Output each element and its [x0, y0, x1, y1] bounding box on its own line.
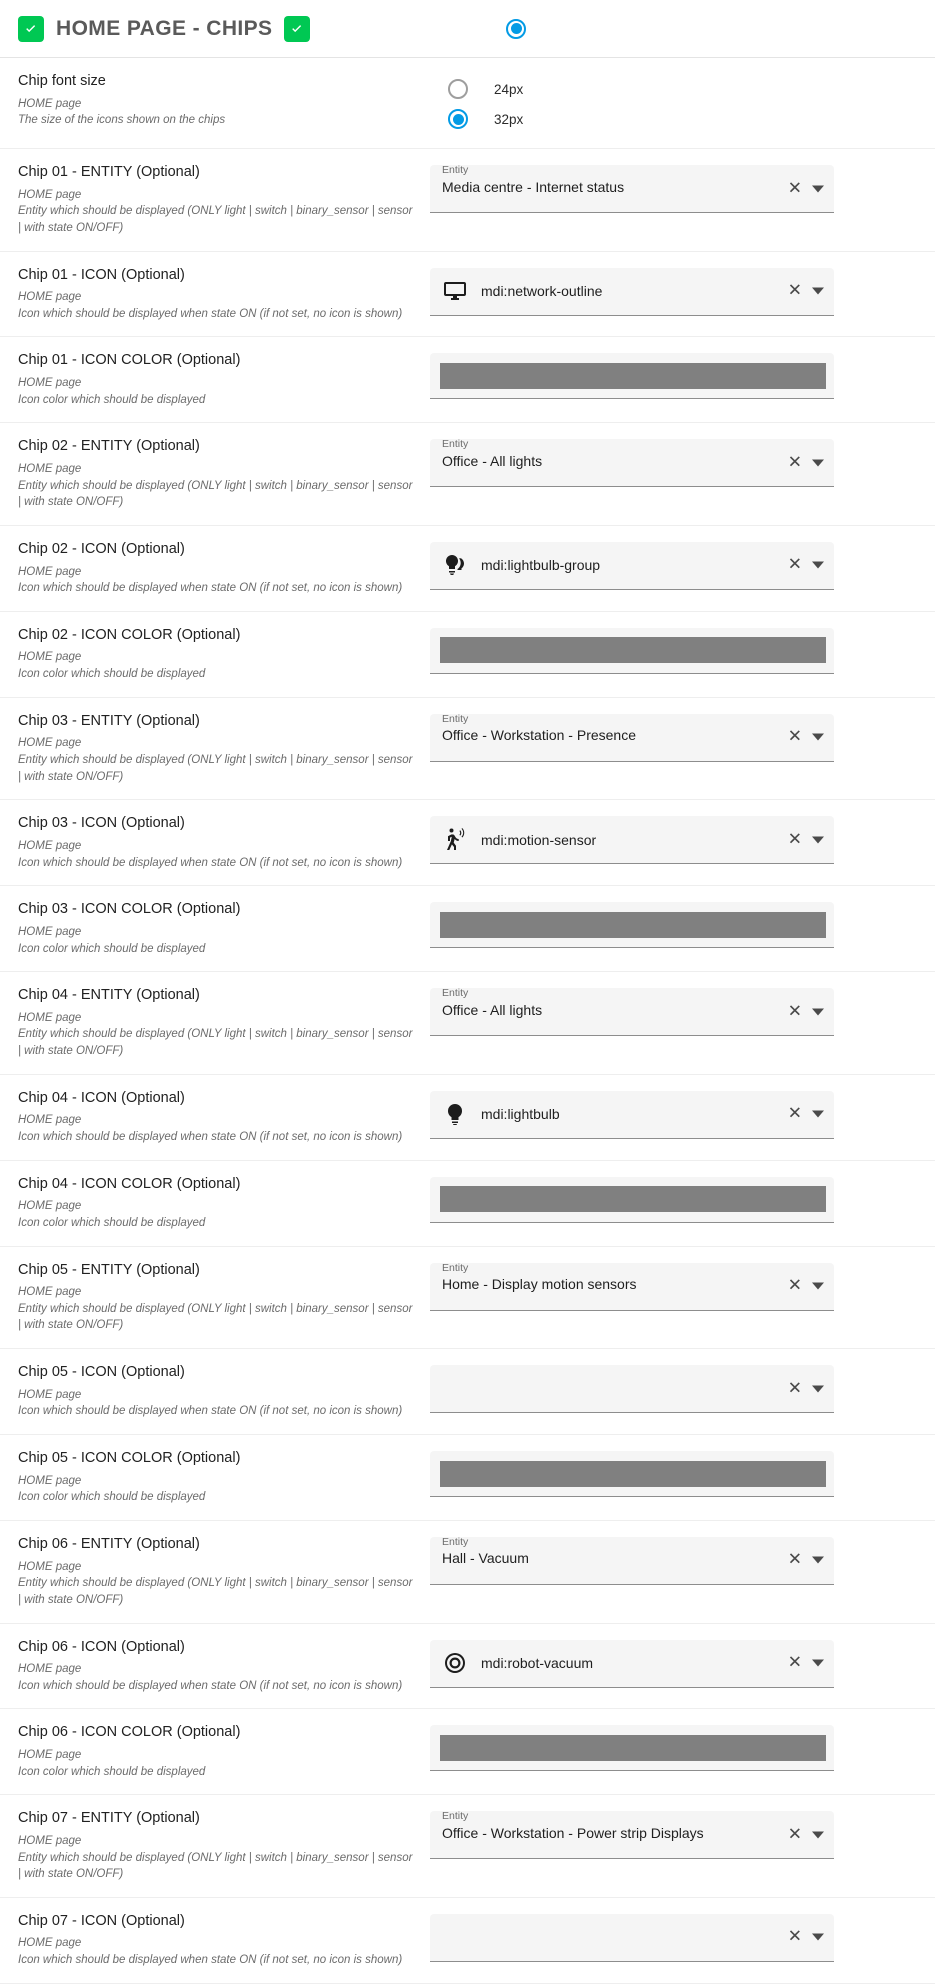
- row-label-block: [18, 540, 430, 597]
- chevron-down-icon[interactable]: [812, 1008, 824, 1015]
- entity-field-value: Office - Workstation - Presence: [442, 727, 636, 744]
- row-control-block: [430, 266, 917, 316]
- field-actions: [787, 1926, 824, 1947]
- row-label-block: [18, 1261, 430, 1335]
- setting-description: Icon which should be displayed when state ON (if not set, no icon is shown): [18, 1130, 403, 1143]
- setting-title: Chip 02 - ENTITY (Optional): [18, 438, 200, 455]
- row-label-block: [18, 266, 430, 323]
- color-picker-field[interactable]: [430, 353, 834, 399]
- setting-title: Chip 03 - ENTITY (Optional): [18, 712, 200, 729]
- row-control-block: [430, 1175, 917, 1223]
- setting-page: HOME page: [18, 1286, 82, 1299]
- settings-row: [0, 1435, 935, 1521]
- setting-description: The size of the icons shown on the chips: [18, 114, 226, 127]
- settings-row: [0, 423, 935, 526]
- setting-title: Chip 01 - ICON (Optional): [18, 266, 185, 283]
- icon-field-value: mdi:robot-vacuum: [481, 1655, 594, 1672]
- setting-description: Icon which should be displayed when state ON (if not set, no icon is shown): [18, 856, 403, 869]
- chevron-down-icon[interactable]: [812, 288, 824, 295]
- setting-title: Chip 04 - ICON (Optional): [18, 1089, 185, 1106]
- setting-page: HOME page: [18, 1474, 82, 1487]
- setting-page: HOME page: [18, 377, 82, 390]
- row-control-block: [430, 1809, 917, 1859]
- chevron-down-icon[interactable]: [812, 562, 824, 569]
- setting-description: Icon color which should be displayed: [18, 1216, 206, 1229]
- row-label-block: [18, 1809, 430, 1883]
- entity-field-label: Entity: [442, 1261, 469, 1274]
- setting-page: HOME page: [18, 1937, 82, 1950]
- setting-description: Entity which should be displayed (ONLY light | switch | binary_sensor | sensor | with state ON/OFF): [18, 1851, 413, 1881]
- settings-row: [0, 252, 935, 338]
- page-header: [0, 0, 935, 58]
- row-control-block: [430, 163, 917, 213]
- setting-title: Chip 06 - ENTITY (Optional): [18, 1535, 200, 1552]
- color-swatch[interactable]: [440, 1186, 826, 1212]
- setting-title: Chip 05 - ICON (Optional): [18, 1364, 185, 1381]
- settings-row: [0, 337, 935, 423]
- header-checkbox-right[interactable]: [284, 16, 310, 42]
- row-label-block: [18, 1449, 430, 1506]
- color-picker-field[interactable]: [430, 1725, 834, 1771]
- setting-page: HOME page: [18, 1560, 82, 1573]
- entity-select-field[interactable]: [430, 1811, 834, 1859]
- setting-description: Entity which should be displayed (ONLY light | switch | binary_sensor | sensor | with state ON/OFF): [18, 205, 413, 234]
- setting-page: HOME page: [18, 1749, 82, 1761]
- field-actions: [787, 726, 824, 747]
- radio-32px[interactable]: [448, 109, 468, 129]
- entity-select-field[interactable]: [430, 1537, 834, 1585]
- row-label-block: [18, 72, 430, 129]
- radio-32px-label: 32px: [494, 111, 524, 127]
- entity-select-field[interactable]: [430, 988, 834, 1036]
- settings-row: [0, 1795, 935, 1898]
- setting-description: Icon which should be displayed when state ON (if not set, no icon is shown): [18, 1954, 403, 1967]
- setting-description: Entity which should be displayed (ONLY light | switch | binary_sensor | sensor | with state ON/OFF): [18, 754, 413, 783]
- row-label-block: [18, 814, 430, 871]
- setting-title: Chip 03 - ICON COLOR (Optional): [18, 901, 241, 918]
- row-label-block: [18, 1638, 430, 1695]
- entity-field-value: Hall - Vacuum: [442, 1550, 529, 1567]
- close-icon[interactable]: ✕: [787, 280, 802, 301]
- entity-field-label: Entity: [442, 164, 469, 176]
- field-actions: [788, 180, 824, 197]
- entity-select-field[interactable]: [430, 714, 834, 762]
- close-icon[interactable]: ✕: [787, 554, 802, 575]
- row-label-block: [18, 900, 430, 957]
- close-icon[interactable]: ✕: [787, 829, 802, 850]
- robot-vacuum-icon: [442, 1651, 468, 1675]
- close-icon[interactable]: ✕: [787, 452, 802, 473]
- row-control-block: [430, 1912, 917, 1962]
- radio-24px-label: 24px: [494, 81, 524, 97]
- chevron-down-icon[interactable]: [812, 1283, 824, 1290]
- settings-row: [0, 1247, 935, 1350]
- row-control-block: [430, 1089, 917, 1139]
- chevron-down-icon[interactable]: [812, 459, 824, 466]
- setting-title: Chip 01 - ENTITY (Optional): [18, 164, 200, 180]
- icon-select-field[interactable]: [430, 1091, 834, 1139]
- icon-select-field[interactable]: [430, 1365, 834, 1413]
- chevron-down-icon[interactable]: [812, 836, 824, 843]
- field-actions: [787, 280, 824, 301]
- settings-row: [0, 149, 935, 252]
- row-control-block: [430, 712, 917, 762]
- field-actions: [788, 1380, 824, 1397]
- setting-description: Icon color which should be displayed: [18, 1765, 206, 1778]
- settings-row: [0, 698, 935, 801]
- setting-page: HOME page: [18, 737, 82, 750]
- row-control-block: [430, 1638, 917, 1688]
- setting-title: Chip 02 - ICON COLOR (Optional): [18, 626, 241, 643]
- row-label-block: [18, 1912, 430, 1969]
- chevron-down-icon[interactable]: [812, 1111, 824, 1118]
- setting-title: Chip font size: [18, 73, 106, 89]
- settings-row: [0, 1709, 935, 1795]
- entity-field-label: Entity: [442, 438, 469, 451]
- field-actions: [788, 1003, 824, 1020]
- page-title: HOME PAGE - CHIPS: [56, 16, 273, 40]
- row-control-block: [430, 351, 917, 399]
- settings-row: [0, 612, 935, 698]
- setting-page: HOME page: [18, 1388, 82, 1401]
- row-control-block: [430, 1449, 917, 1497]
- setting-page: HOME page: [18, 1834, 82, 1847]
- row-control-block: [430, 1261, 917, 1311]
- entity-field-value: Office - All lights: [442, 452, 543, 469]
- settings-row: [0, 1624, 935, 1710]
- color-swatch[interactable]: [440, 363, 826, 389]
- setting-title: Chip 05 - ENTITY (Optional): [18, 1261, 200, 1278]
- header-radio-wrapper: [506, 19, 526, 39]
- field-actions: [788, 831, 824, 848]
- close-icon[interactable]: ✕: [787, 1549, 802, 1570]
- setting-description: Icon color which should be displayed: [18, 1491, 206, 1504]
- icon-select-field[interactable]: [430, 816, 834, 864]
- setting-page: HOME page: [18, 1011, 82, 1024]
- field-actions: [788, 1826, 824, 1843]
- close-icon[interactable]: ✕: [787, 1001, 802, 1022]
- setting-title: Chip 03 - ICON (Optional): [18, 815, 185, 832]
- row-control-block: [430, 900, 917, 948]
- settings-row: [0, 1349, 935, 1435]
- setting-title: Chip 07 - ICON (Optional): [18, 1912, 185, 1929]
- color-swatch[interactable]: [440, 1461, 826, 1487]
- color-picker-field[interactable]: [430, 1451, 834, 1497]
- row-control-block: [430, 540, 917, 590]
- chevron-down-icon[interactable]: [812, 1660, 824, 1667]
- entity-field-label: Entity: [442, 987, 469, 1000]
- setting-title: Chip 02 - ICON (Optional): [18, 540, 185, 557]
- field-actions: [787, 1103, 824, 1124]
- row-control-block: [430, 1535, 917, 1585]
- color-swatch[interactable]: [440, 1735, 826, 1761]
- setting-description: Icon color which should be displayed: [18, 942, 206, 955]
- setting-title: Chip 04 - ICON COLOR (Optional): [18, 1175, 241, 1192]
- row-label-block: [18, 986, 430, 1060]
- settings-row: [0, 1075, 935, 1161]
- setting-description: Entity which should be displayed (ONLY light | switch | binary_sensor | sensor | with state ON/OFF): [18, 1302, 413, 1332]
- row-label-block: [18, 351, 430, 408]
- field-actions: [787, 1652, 824, 1673]
- chevron-down-icon[interactable]: [812, 185, 824, 192]
- font-size-radio-group: [430, 72, 917, 134]
- close-icon[interactable]: ✕: [787, 1378, 802, 1399]
- lightbulb-group-icon: [442, 553, 468, 577]
- icon-field-value: mdi:lightbulb-group: [481, 557, 601, 574]
- setting-page: HOME page: [18, 651, 82, 664]
- setting-title: Chip 06 - ICON (Optional): [18, 1638, 185, 1655]
- lightbulb-icon: [442, 1102, 468, 1126]
- icon-select-field[interactable]: [430, 1914, 834, 1962]
- chevron-down-icon[interactable]: [812, 734, 824, 741]
- setting-page: HOME page: [18, 1200, 82, 1213]
- entity-field-label: Entity: [442, 712, 469, 725]
- row-chip-font-size: [0, 58, 935, 149]
- entity-field-value: Media centre - Internet status: [442, 178, 625, 195]
- setting-page: HOME page: [18, 291, 82, 304]
- close-icon[interactable]: ✕: [787, 1275, 802, 1296]
- setting-description: Icon which should be displayed when state ON (if not set, no icon is shown): [18, 1679, 403, 1692]
- setting-description: Icon which should be displayed when state ON (if not set, no icon is shown): [18, 1405, 403, 1418]
- settings-row: [0, 1521, 935, 1624]
- chevron-down-icon[interactable]: [812, 1557, 824, 1564]
- setting-page: HOME page: [18, 925, 82, 938]
- row-control-block: [430, 1723, 917, 1771]
- settings-row: [0, 1898, 935, 1984]
- row-control-block: [430, 1363, 917, 1413]
- row-label-block: [18, 437, 430, 511]
- setting-page: HOME page: [18, 1114, 82, 1127]
- settings-row: [0, 1161, 935, 1247]
- motion-sensor-icon: [442, 828, 468, 852]
- row-control-block: [430, 626, 917, 674]
- row-label-block: [18, 626, 430, 683]
- setting-title: Chip 05 - ICON COLOR (Optional): [18, 1450, 241, 1467]
- row-control-block: [430, 814, 917, 864]
- setting-page: HOME page: [18, 188, 82, 201]
- row-label-block: [18, 1363, 430, 1420]
- entity-select-field[interactable]: [430, 439, 834, 487]
- close-icon[interactable]: ✕: [787, 1824, 802, 1845]
- color-picker-field[interactable]: [430, 628, 834, 674]
- close-icon[interactable]: ✕: [787, 726, 802, 747]
- setting-description: Entity which should be displayed (ONLY light | switch | binary_sensor | sensor | with state ON/OFF): [18, 1577, 413, 1606]
- setting-title: Chip 04 - ENTITY (Optional): [18, 987, 200, 1004]
- color-picker-field[interactable]: [430, 902, 834, 948]
- chevron-down-icon[interactable]: [812, 1831, 824, 1838]
- icon-field-value: mdi:lightbulb: [481, 1106, 560, 1123]
- field-actions: [788, 454, 824, 471]
- settings-row: [0, 800, 935, 886]
- setting-description: Icon which should be displayed when state ON (if not set, no icon is shown): [18, 307, 403, 320]
- row-control-block: [430, 986, 917, 1036]
- setting-description: Entity which should be displayed (ONLY light | switch | binary_sensor | sensor | with state ON/OFF): [18, 1028, 413, 1058]
- close-icon[interactable]: ✕: [787, 1103, 802, 1124]
- entity-select-field[interactable]: [430, 165, 834, 213]
- row-label-block: [18, 712, 430, 786]
- setting-page: HOME page: [18, 1663, 82, 1676]
- close-icon[interactable]: ✕: [787, 1926, 802, 1947]
- header-radio[interactable]: [506, 19, 526, 39]
- color-picker-field[interactable]: [430, 1177, 834, 1223]
- setting-page: HOME page: [18, 97, 82, 110]
- row-label-block: [18, 1723, 430, 1780]
- row-label-block: [18, 1089, 430, 1146]
- entity-field-label: Entity: [442, 1810, 469, 1823]
- entity-field-label: Entity: [442, 1535, 469, 1548]
- row-control-block: [430, 437, 917, 487]
- field-actions: [787, 554, 824, 575]
- close-icon[interactable]: ✕: [787, 178, 802, 198]
- icon-field-value: mdi:network-outline: [481, 283, 603, 300]
- setting-description: Entity which should be displayed (ONLY light | switch | binary_sensor | sensor | with state ON/OFF): [18, 479, 413, 509]
- setting-title: Chip 01 - ICON COLOR (Optional): [18, 352, 241, 369]
- entity-field-value: Home - Display motion sensors: [442, 1276, 637, 1293]
- radio-option-32px[interactable]: [448, 104, 917, 134]
- monitor-icon: [442, 279, 468, 303]
- radio-option-24px[interactable]: [448, 74, 917, 104]
- entity-field-value: Office - All lights: [442, 1001, 543, 1018]
- chevron-down-icon[interactable]: [812, 1934, 824, 1941]
- setting-title: Chip 07 - ENTITY (Optional): [18, 1810, 200, 1827]
- row-label-block: [18, 1175, 430, 1232]
- setting-page: HOME page: [18, 462, 82, 475]
- header-checkbox-left[interactable]: [18, 16, 44, 42]
- setting-description: Icon color which should be displayed: [18, 668, 206, 681]
- settings-row: [0, 526, 935, 612]
- radio-24px[interactable]: [448, 79, 468, 99]
- icon-select-field[interactable]: [430, 1640, 834, 1688]
- row-label-block: [18, 1535, 430, 1609]
- icon-select-field[interactable]: [430, 268, 834, 316]
- settings-row: [0, 972, 935, 1075]
- entity-field-value: Office - Workstation - Power strip Displays: [442, 1824, 704, 1841]
- field-actions: [787, 1275, 824, 1296]
- chevron-down-icon[interactable]: [812, 1385, 824, 1392]
- entity-select-field[interactable]: [430, 1263, 834, 1311]
- icon-field-value: mdi:motion-sensor: [481, 831, 597, 848]
- settings-row: [0, 886, 935, 972]
- row-label-block: [18, 163, 430, 237]
- setting-page: HOME page: [18, 839, 82, 852]
- setting-page: HOME page: [18, 565, 82, 578]
- field-actions: [787, 1549, 824, 1570]
- icon-select-field[interactable]: [430, 542, 834, 590]
- setting-description: Icon which should be displayed when state ON (if not set, no icon is shown): [18, 582, 403, 595]
- setting-title: Chip 06 - ICON COLOR (Optional): [18, 1724, 241, 1741]
- close-icon[interactable]: ✕: [787, 1652, 802, 1673]
- settings-rows: [0, 149, 935, 1984]
- setting-description: Icon color which should be displayed: [18, 393, 206, 406]
- color-swatch[interactable]: [440, 637, 826, 663]
- color-swatch[interactable]: [440, 912, 826, 938]
